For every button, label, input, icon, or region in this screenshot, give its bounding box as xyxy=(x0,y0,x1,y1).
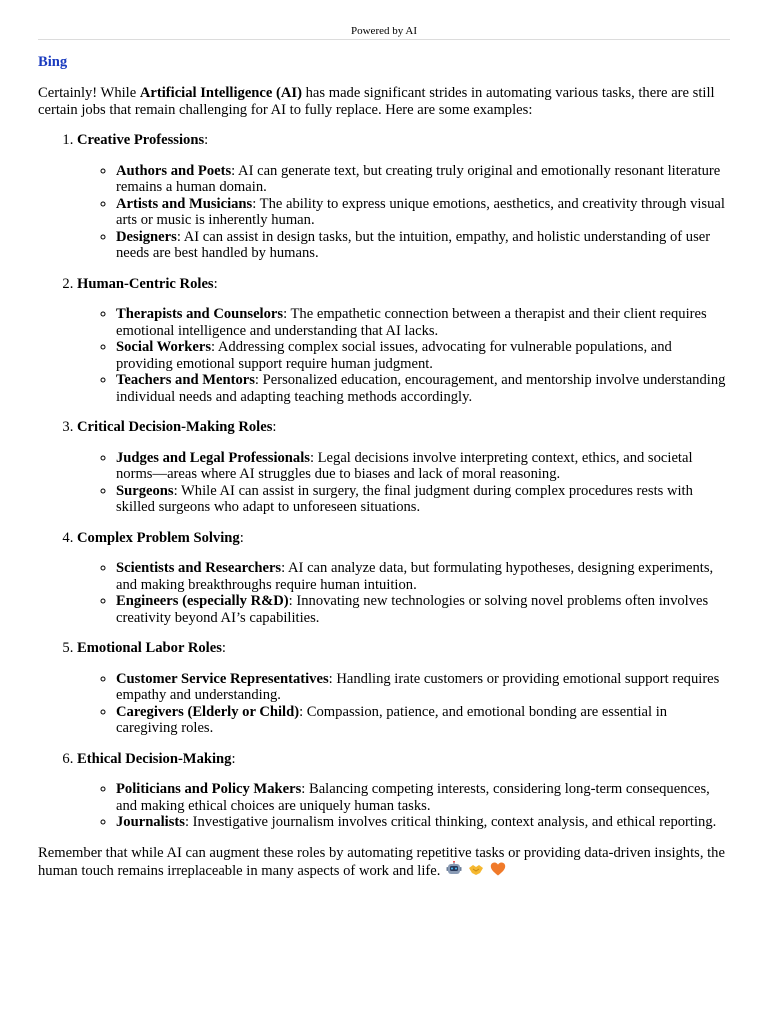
section-title: Critical Decision-Making Roles xyxy=(77,419,273,435)
outro-text: Remember that while AI can augment these roles by automating repetitive tasks or providing data-driven insights, the human touch remains irreplaceable in many aspects of work and life. xyxy=(38,844,725,879)
section-sublist xyxy=(77,671,730,737)
intro-pre: Certainly! While xyxy=(38,85,140,101)
section-title: Human-Centric Roles xyxy=(77,275,214,292)
list-item xyxy=(116,163,730,196)
section-title: Complex Problem Solving xyxy=(77,529,240,546)
item-term: Therapists and Counselors xyxy=(116,306,284,322)
item-description: : Innovating new technologies or solving novel problems often involves creativity beyond AI’s capabilities. xyxy=(116,593,709,626)
item-description: : Investigative journalism involves critical thinking, context analysis, and ethical reporting. xyxy=(184,814,717,830)
list-item xyxy=(116,781,730,814)
list-item xyxy=(116,339,730,372)
item-description: : The ability to express unique emotions, aesthetics, and creativity through visual arts or music is inherently human. xyxy=(116,195,725,228)
item-term: Surgeons xyxy=(116,482,174,499)
item-term: Authors and Poets xyxy=(116,162,232,179)
section-item xyxy=(77,132,730,262)
list-item xyxy=(116,196,730,229)
robot-emoji-icon xyxy=(446,861,462,882)
brand-name: Bing xyxy=(38,54,68,70)
list-item xyxy=(116,814,730,831)
item-description: : While AI can assist in surgery, the final judgment during complex procedures rests with skilled surgeons who adapt to unforeseen situations. xyxy=(116,482,693,515)
section-sublist xyxy=(77,163,730,262)
item-description: : The empathetic connection between a therapist and their client requires emotional intelligence and understanding that AI lacks. xyxy=(116,306,707,339)
section-title-colon: : xyxy=(239,529,244,546)
item-term: Scientists and Researchers xyxy=(116,560,282,576)
section-item xyxy=(77,530,730,627)
section-sublist xyxy=(77,781,730,831)
list-item xyxy=(116,704,730,737)
item-description: : Compassion, patience, and emotional bonding are essential in caregiving roles. xyxy=(116,703,668,736)
list-item xyxy=(116,560,730,593)
intro-paragraph xyxy=(38,85,730,118)
section-title: Emotional Labor Roles xyxy=(77,640,222,656)
item-term: Caregivers (Elderly or Child) xyxy=(116,703,300,720)
handshake-emoji-icon xyxy=(468,861,484,882)
intro-bold: Artificial Intelligence (AI) xyxy=(139,85,302,101)
item-description: : AI can generate text, but creating truly original and emotionally resonant literature remains a human domain. xyxy=(116,162,721,195)
item-term: Social Workers xyxy=(116,339,211,355)
item-description: : Addressing complex social issues, advocating for vulnerable populations, and providing emotional support require human judgment. xyxy=(116,339,672,372)
section-item xyxy=(77,419,730,516)
intro-post: has made significant strides in automating various tasks, there are still certain jobs that remain challenging for AI to fully replace. Here are some examples: xyxy=(38,85,715,118)
section-title-colon: : xyxy=(204,132,209,148)
item-term: Journalists xyxy=(116,814,185,830)
section-sublist xyxy=(77,306,730,405)
orange-heart-emoji-icon xyxy=(490,861,506,882)
section-title: Ethical Decision-Making xyxy=(77,750,232,767)
item-term: Teachers and Mentors xyxy=(116,372,255,388)
answer-content xyxy=(38,85,730,882)
item-term: Engineers (especially R&D) xyxy=(116,593,289,609)
item-term: Judges and Legal Professionals xyxy=(116,449,310,466)
item-term: Designers xyxy=(116,228,177,245)
item-term: Politicians and Policy Makers xyxy=(116,781,302,797)
section-sublist xyxy=(77,560,730,626)
list-item xyxy=(116,483,730,516)
item-description: : AI can analyze data, but formulating hypotheses, designing experiments, and making breakthroughs require human intuition. xyxy=(116,560,714,593)
item-description: : Legal decisions involve interpreting context, ethics, and societal norms—areas where AI struggles due to biases and lack of moral reasoning. xyxy=(116,449,693,482)
item-term: Artists and Musicians xyxy=(116,195,253,212)
list-item xyxy=(116,593,730,626)
list-item xyxy=(116,306,730,339)
section-sublist xyxy=(77,450,730,516)
section-title-colon: : xyxy=(231,750,236,767)
item-description: : Handling irate customers or providing emotional support requires empathy and understanding. xyxy=(116,670,720,703)
item-description: : Balancing competing interests, considering long-term consequences, and making ethical choices are uniquely human tasks. xyxy=(116,781,710,814)
section-title-colon: : xyxy=(213,275,218,292)
header-title: Powered by AI xyxy=(38,24,730,40)
section-item xyxy=(77,751,730,831)
section-item xyxy=(77,640,730,737)
section-item xyxy=(77,276,730,406)
item-description: : AI can assist in design tasks, but the intuition, empathy, and holistic understanding of user needs are best handled by humans. xyxy=(116,228,711,261)
sections-list xyxy=(38,132,730,831)
list-item xyxy=(116,671,730,704)
section-title: Creative Professions xyxy=(77,132,205,148)
section-title-colon: : xyxy=(221,640,226,656)
list-item xyxy=(116,229,730,262)
item-description: : Personalized education, encouragement, and mentorship involve understanding individual needs and adapting teaching methods accordingly. xyxy=(116,372,726,405)
list-item xyxy=(116,372,730,405)
section-title-colon: : xyxy=(272,419,277,435)
outro-paragraph xyxy=(38,845,730,882)
list-item xyxy=(116,450,730,483)
item-term: Customer Service Representatives xyxy=(116,670,329,687)
